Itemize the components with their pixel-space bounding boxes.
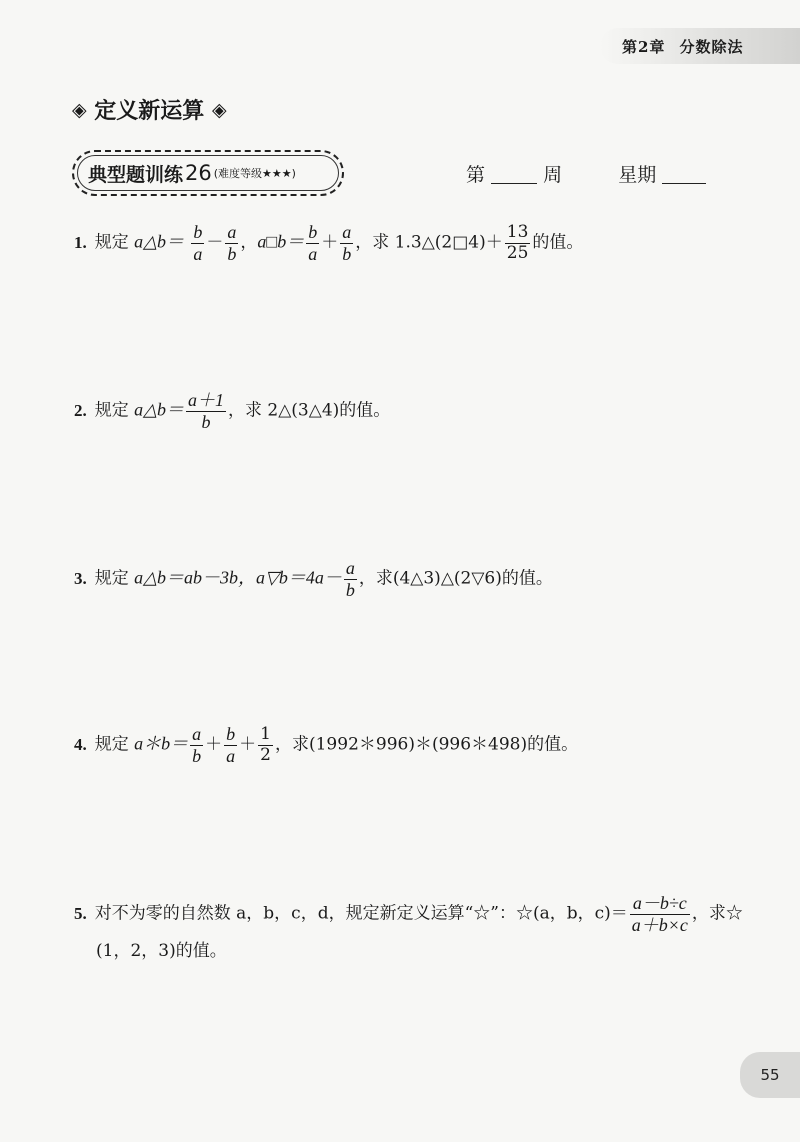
q5-text: ，求☆	[691, 903, 743, 924]
fraction: $\frac{b}{a}$	[193, 222, 203, 264]
fraction: $\frac{a}{b}$	[345, 558, 355, 600]
question-5-line-2: (1，2，3)的值。	[96, 941, 227, 961]
q2-def: a△b＝	[134, 399, 184, 420]
q1-def: a□b＝	[257, 231, 305, 252]
q4-text: 规定	[94, 734, 129, 755]
weekday-label: 星期	[618, 164, 657, 186]
q1-text: ，求 1.3△(2□4)＋	[355, 232, 503, 253]
section-title	[72, 94, 227, 125]
training-number: 26	[185, 161, 212, 185]
chapter-topic: 分数除法	[679, 38, 744, 56]
weekday-blank	[662, 183, 706, 184]
question-3	[74, 558, 553, 600]
q4-def: a＊b＝	[134, 733, 189, 754]
fraction: $\frac{a}{b}$	[192, 724, 202, 766]
fraction: $\frac{a+1}{b}$	[188, 390, 224, 432]
q5-text: 对不为零的自然数 a，b，c，d，规定新定义运算“☆”：☆(a，b，c)＝	[94, 903, 628, 924]
difficulty-label: (难度等级★★★)	[213, 167, 296, 180]
fraction: $\frac{a-b\div c}{a+b\times c}$	[631, 893, 688, 935]
fraction: $\frac{a}{b}$	[227, 222, 237, 264]
q1-text: 规定	[94, 232, 129, 253]
q3-def: a△b＝ab－3b，a▽b＝4a－	[134, 567, 342, 588]
fraction: $\frac{b}{a}$	[308, 222, 318, 264]
section-title-text: 定义新运算	[94, 99, 205, 124]
week-prefix: 第	[466, 164, 486, 186]
question-4: 4. 规定 a＊b＝ $\frac{a}{b}$ ＋ $\frac{b}{a}$ ＋ $\frac{1}{2}$ ，求(1992＊996)＊(996＊498)的值。	[74, 724, 579, 766]
page-number: 55	[740, 1052, 800, 1098]
chapter-label: 第2章	[622, 38, 666, 56]
q3-text: ，求(4△3)△(2▽6)的值。	[358, 568, 553, 589]
question-number: 3.	[74, 568, 87, 588]
q2-text: ，求 2△(3△4)的值。	[228, 400, 391, 421]
q3-text: 规定	[94, 568, 129, 589]
week-suffix: 周	[543, 164, 563, 186]
question-number: 5.	[74, 903, 87, 923]
q2-text: 规定	[94, 400, 129, 421]
training-label: 典型题训练	[88, 163, 184, 186]
week-blank	[491, 183, 537, 184]
fraction: $\frac{1}{2}$	[260, 724, 271, 765]
date-line	[466, 160, 706, 187]
question-1: 1. 规定 a△b＝ $\frac{b}{a}$ － $\frac{a}{b}$ ，a□b＝ $\frac{b}{a}$ ＋ $\frac{a}{b}$ ，求 1.3△(2□4)＋ $\frac{13}{25}$ 的值。	[74, 222, 584, 264]
diamond-icon: ◈	[211, 99, 227, 121]
diamond-icon: ◈	[72, 99, 87, 121]
chapter-header	[622, 36, 743, 57]
q4-text: ，求(1992＊996)＊(996＊498)的值。	[274, 734, 579, 755]
q1-text: 的值。	[532, 232, 584, 253]
fraction: $\frac{a}{b}$	[342, 222, 352, 264]
question-number: 2.	[74, 400, 87, 420]
q1-def: a△b＝	[134, 231, 184, 252]
question-number: 1.	[74, 232, 87, 252]
question-5	[74, 893, 743, 935]
training-badge	[72, 150, 344, 196]
question-number: 4.	[74, 734, 87, 754]
question-2	[74, 390, 390, 432]
fraction: $\frac{b}{a}$	[226, 724, 236, 766]
fraction: $\frac{13}{25}$	[506, 222, 529, 263]
